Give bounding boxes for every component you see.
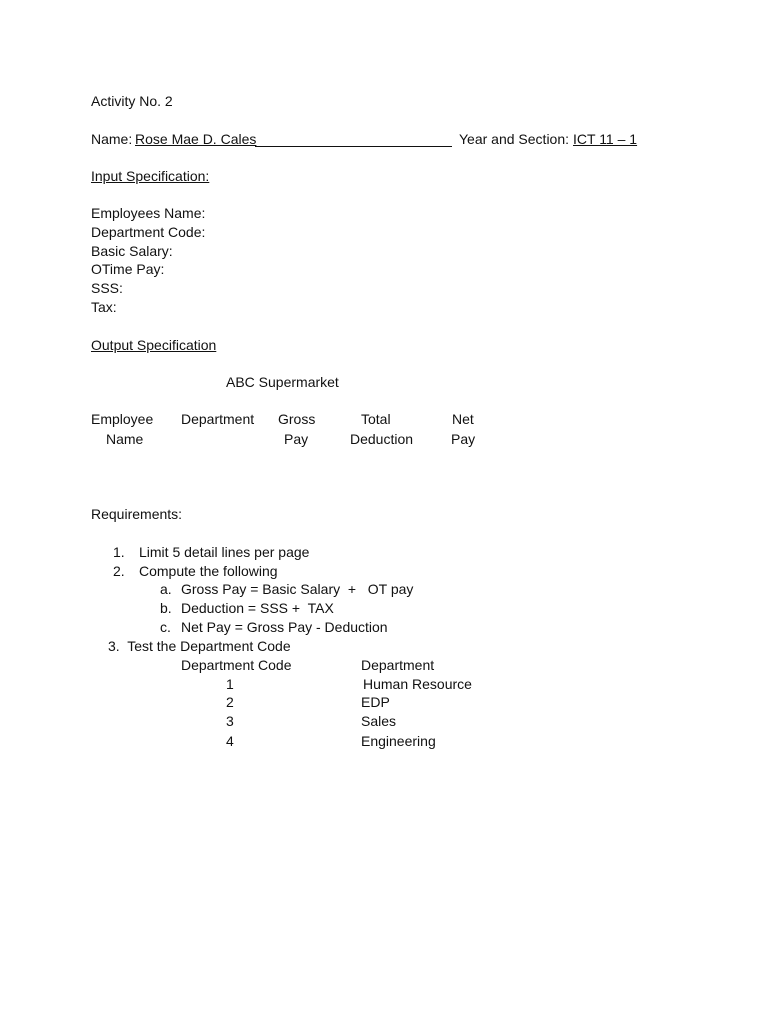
requirements-heading: Requirements: [91, 506, 183, 522]
column-net-line2: Pay [451, 431, 476, 447]
dept-name-2: EDP [361, 694, 390, 710]
report-title: ABC Supermarket [226, 374, 339, 390]
year-section-label: Year and Section: [459, 131, 570, 147]
input-field-department-code: Department Code: [91, 224, 206, 240]
dept-name-1: Human Resource [363, 676, 472, 692]
dept-table-header-code: Department Code [181, 657, 292, 673]
computation-c-letter: c. [160, 619, 171, 635]
dept-code-4: 4 [226, 733, 234, 749]
input-field-basic-salary: Basic Salary: [91, 243, 173, 259]
column-employee-line2: Name [106, 431, 144, 447]
input-field-otime-pay: OTime Pay: [91, 261, 165, 277]
requirement-1-text: Limit 5 detail lines per page [139, 544, 310, 560]
dept-code-1: 1 [226, 676, 234, 692]
requirement-2-text: Compute the following [139, 563, 278, 579]
dept-table-header-department: Department [361, 657, 435, 673]
column-total-line2: Deduction [350, 431, 414, 447]
computation-b-text: Deduction = SSS + TAX [181, 600, 334, 616]
output-spec-heading: Output Specification [91, 337, 217, 353]
dept-code-2: 2 [226, 694, 234, 710]
requirement-2-num: 2. [113, 563, 125, 579]
column-department: Department [181, 411, 255, 427]
year-section-value: ICT 11 – 1 [573, 131, 638, 147]
input-spec-heading: Input Specification: [91, 168, 210, 184]
name-value: Rose Mae D. Cales [135, 131, 257, 147]
column-gross-line1: Gross [278, 411, 316, 427]
computation-c-text: Net Pay = Gross Pay - Deduction [181, 619, 388, 635]
name-label: Name: [91, 131, 133, 147]
input-field-tax: Tax: [91, 299, 117, 315]
dept-code-3: 3 [226, 713, 234, 729]
input-field-employee-name: Employees Name: [91, 205, 206, 221]
requirement-3: 3. Test the Department Code [108, 638, 291, 654]
dept-name-3: Sales [361, 713, 397, 729]
computation-a-letter: a. [160, 581, 172, 597]
computation-a-text: Gross Pay = Basic Salary + OT pay [181, 581, 414, 597]
column-total-line1: Total [361, 411, 391, 427]
dept-name-4: Engineering [361, 733, 436, 749]
column-employee-line1: Employee [91, 411, 154, 427]
column-gross-line2: Pay [284, 431, 309, 447]
computation-b-letter: b. [160, 600, 172, 616]
input-field-sss: SSS: [91, 280, 123, 296]
activity-title: Activity No. 2 [91, 93, 173, 109]
requirement-1-num: 1. [113, 544, 125, 560]
name-underline [255, 146, 452, 147]
column-net-line1: Net [452, 411, 474, 427]
